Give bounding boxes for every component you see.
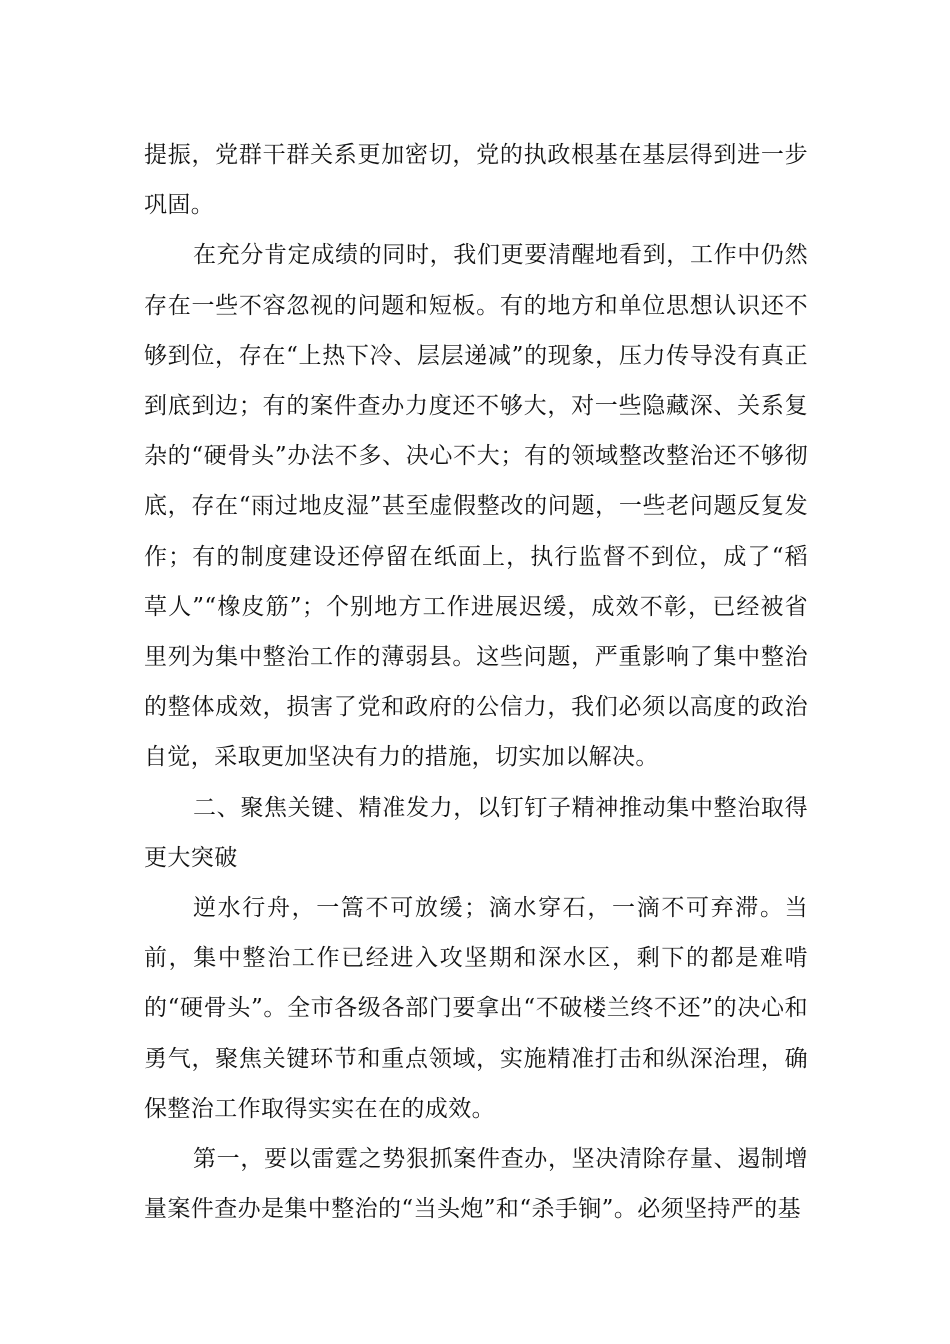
- document-page: [144, 130, 808, 1234]
- paragraph-problems: 在充分肯定成绩的同时，我们更要清醒地看到，工作中仍然存在一些不容忽视的问题和短板。有的地方和单位思想认识还不够到位，存在“上热下冷、层层递减”的现象，压力传导没有真正到底到边；有的案件查办力度还不够大，对一些隐藏深、关系复杂的“硬骨头”办法不多、决心不大；有的领域整改整治还不够彻底，存在“雨过地皮湿”甚至虚假整改的问题，一些老问题反复发作；有的制度建设还停留在纸面上，执行监督不到位，成了“稻草人”“橡皮筋”；个别地方工作进展迟缓，成效不彰，已经被省里列为集中整治工作的薄弱县。这些问题，严重影响了集中整治的整体成效，损害了党和政府的公信力，我们必须以高度的政治自觉，采取更加坚决有力的措施，切实加以解决。: [144, 242, 808, 771]
- section-heading-two: 二、聚焦关键、精准发力，以钉钉子精神推动集中整治取得更大突破: [144, 794, 808, 871]
- paragraph-first-point: 第一，要以雷霆之势狠抓案件查办，坚决清除存量、遏制增量案件查办是集中整治的“当头炮”和“杀手锏”。必须坚持严的基: [144, 1146, 808, 1223]
- paragraph-intro-section-two: 逆水行舟，一篙不可放缓；滴水穿石，一滴不可弃滞。当前，集中整治工作已经进入攻坚期和深水区，剩下的都是难啃的“硬骨头”。全市各级各部门要拿出“不破楼兰终不还”的决心和勇气，聚焦关键环节和重点领域，实施精准打击和纵深治理，确保整治工作取得实实在在的成效。: [144, 895, 808, 1122]
- paragraph-continuation: 提振，党群干群关系更加密切，党的执政根基在基层得到进一步巩固。: [144, 142, 808, 219]
